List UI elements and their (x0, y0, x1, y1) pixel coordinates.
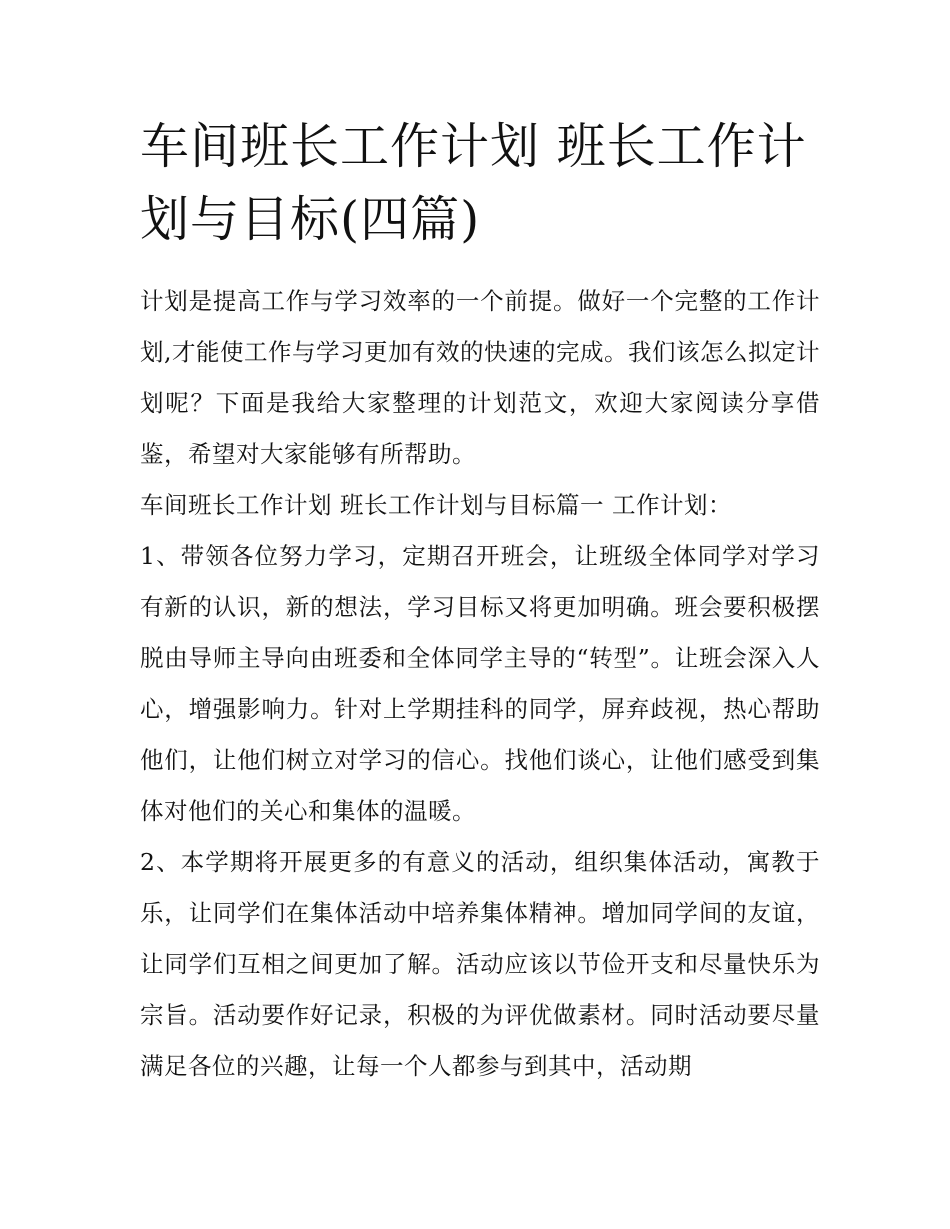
plan-item-2-paragraph: 2、本学期将开展更多的有意义的活动，组织集体活动，寓教于乐，让同学们在集体活动中培养集体精神。增加同学间的友谊，让同学们互相之间更加了解。活动应该以节俭开支和尽量快乐为宗旨。活动要作好记录，积极的为评优做素材。同时活动要尽量满足各位的兴趣，让每一个人都参与到其中，活动期 (140, 848, 820, 1080)
intro-paragraph: 计划是提高工作与学习效率的一个前提。做好一个完整的工作计划,才能使工作与学习更加有效的快速的完成。我们该怎么拟定计划呢？下面是我给大家整理的计划范文，欢迎大家阅读分享借鉴，希望对大家能够有所帮助。 (140, 287, 820, 468)
document-body (140, 276, 820, 1092)
section-heading-paragraph: 车间班长工作计划 班长工作计划与目标篇一 工作计划： (140, 491, 732, 519)
document-title: 车间班长工作计划 班长工作计划与目标(四篇) (140, 118, 807, 248)
document-content (140, 110, 820, 1092)
plan-item-1-paragraph: 1、带领各位努力学习，定期召开班会，让班级全体同学对学习有新的认识，新的想法，学习目标又将更加明确。班会要积极摆脱由导师主导向由班委和全体同学主导的“转型”。让班会深入人心，增强影响力。针对上学期挂科的同学，屏弃歧视，热心帮助他们，让他们树立对学习的信心。找他们谈心，让他们感受到集体对他们的关心和集体的温暖。 (140, 542, 820, 825)
